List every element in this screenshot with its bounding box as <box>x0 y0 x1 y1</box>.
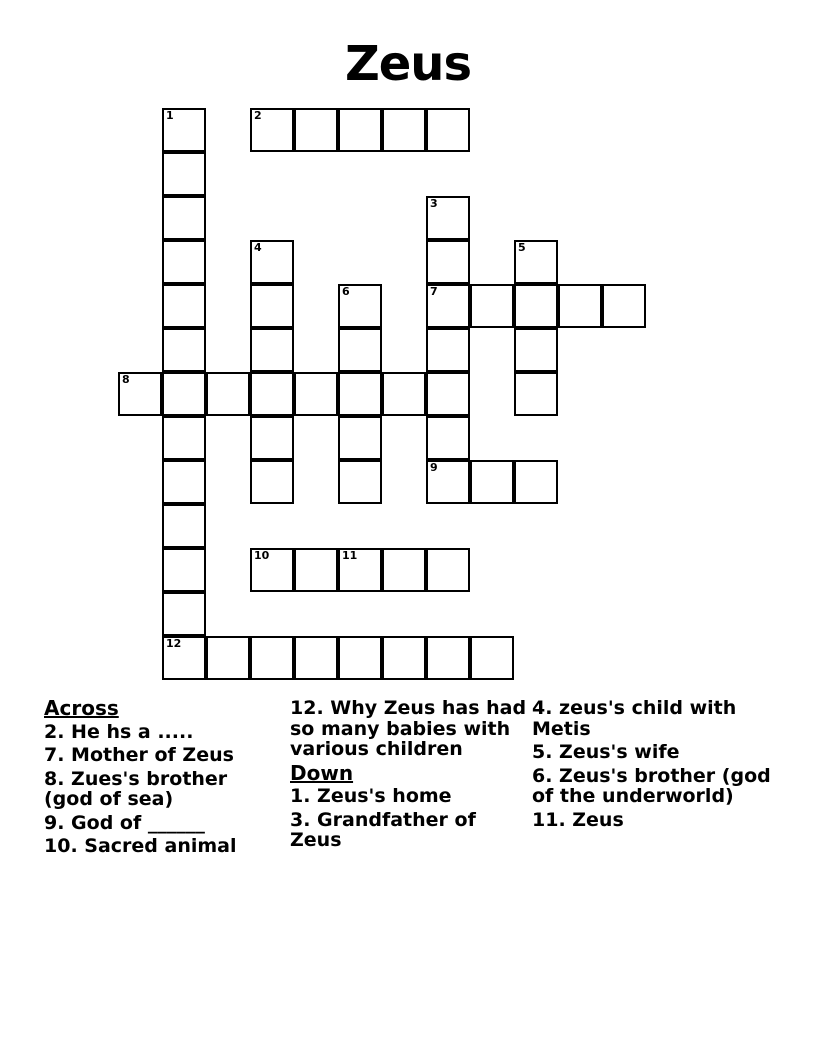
cell-number: 6 <box>342 285 350 298</box>
crossword-cell[interactable] <box>206 636 250 680</box>
crossword-cell[interactable] <box>338 548 382 592</box>
page-title: Zeus <box>344 36 472 92</box>
crossword-cell[interactable] <box>250 636 294 680</box>
cell-number: 11 <box>342 549 358 562</box>
crossword-cell[interactable] <box>250 108 294 152</box>
cell-number: 10 <box>254 549 270 562</box>
cell-number: 4 <box>254 241 262 254</box>
crossword-cell[interactable] <box>514 240 558 284</box>
crossword-cell[interactable] <box>162 460 206 504</box>
crossword-cell[interactable] <box>206 372 250 416</box>
crossword-cell[interactable] <box>338 460 382 504</box>
crossword-cell[interactable] <box>294 372 338 416</box>
cell-number: 12 <box>166 637 182 650</box>
clue-across-10: 10. Sacred animal <box>44 835 237 858</box>
crossword-cell[interactable] <box>426 460 470 504</box>
clue-down-3: 3. Grandfather of Zeus <box>290 808 476 852</box>
cell-number: 7 <box>430 285 438 298</box>
cell-number: 3 <box>430 197 438 210</box>
crossword-cell[interactable] <box>338 416 382 460</box>
crossword-cell[interactable] <box>162 152 206 196</box>
crossword-cell[interactable] <box>162 284 206 328</box>
across-heading: Across <box>44 696 119 720</box>
crossword-cell[interactable] <box>162 548 206 592</box>
crossword-cell[interactable] <box>382 372 426 416</box>
crossword-cell[interactable] <box>382 548 426 592</box>
crossword-cell[interactable] <box>162 108 206 152</box>
clue-across-2: 2. He hs a ..... <box>44 720 194 743</box>
crossword-cell[interactable] <box>470 636 514 680</box>
clue-down-1: 1. Zeus's home <box>290 785 452 808</box>
crossword-cell[interactable] <box>162 196 206 240</box>
crossword-cell[interactable] <box>162 636 206 680</box>
crossword-cell[interactable] <box>426 328 470 372</box>
crossword-cell[interactable] <box>250 548 294 592</box>
clue-across-12: 12. Why Zeus has had so many babies with various children <box>290 697 527 761</box>
crossword-cell[interactable] <box>250 328 294 372</box>
cell-number: 9 <box>430 461 438 474</box>
crossword-cell[interactable] <box>338 636 382 680</box>
crossword-cell[interactable] <box>162 372 206 416</box>
crossword-cell[interactable] <box>162 240 206 284</box>
crossword-cell[interactable] <box>250 284 294 328</box>
crossword-cell[interactable] <box>338 284 382 328</box>
crossword-grid <box>0 108 816 693</box>
clue-across-7: 7. Mother of Zeus <box>44 744 234 767</box>
crossword-cell[interactable] <box>338 372 382 416</box>
crossword-cell[interactable] <box>382 636 426 680</box>
crossword-cell[interactable] <box>514 284 558 328</box>
crossword-cell[interactable] <box>426 636 470 680</box>
cell-number: 1 <box>166 109 174 122</box>
crossword-cell[interactable] <box>426 284 470 328</box>
clues-section <box>44 698 784 958</box>
crossword-cell[interactable] <box>118 372 162 416</box>
cell-number: 2 <box>254 109 262 122</box>
clues-column-3 <box>532 698 782 833</box>
down-heading: Down <box>290 760 354 785</box>
crossword-cell[interactable] <box>602 284 646 328</box>
crossword-cell[interactable] <box>426 196 470 240</box>
clue-across-9: 9. God of ______ <box>44 811 205 834</box>
clue-down-11: 11. Zeus <box>532 808 624 831</box>
crossword-cell[interactable] <box>294 108 338 152</box>
crossword-cell[interactable] <box>382 108 426 152</box>
crossword-cell[interactable] <box>426 372 470 416</box>
clues-column-1 <box>44 698 282 860</box>
crossword-cell[interactable] <box>162 504 206 548</box>
crossword-cell[interactable] <box>514 460 558 504</box>
crossword-cell[interactable] <box>294 636 338 680</box>
clue-down-4: 4. zeus's child with Metis <box>532 697 737 740</box>
crossword-cell[interactable] <box>514 328 558 372</box>
crossword-cell[interactable] <box>426 240 470 284</box>
crossword-cell[interactable] <box>250 416 294 460</box>
crossword-cell[interactable] <box>514 372 558 416</box>
crossword-cell[interactable] <box>250 372 294 416</box>
crossword-cell[interactable] <box>250 240 294 284</box>
crossword-cell[interactable] <box>470 460 514 504</box>
crossword-cell[interactable] <box>426 108 470 152</box>
clue-across-8: 8. Zues's brother (god of sea) <box>44 767 228 811</box>
crossword-cell[interactable] <box>558 284 602 328</box>
crossword-cell[interactable] <box>294 548 338 592</box>
clue-down-6: 6. Zeus's brother (god of the underworld) <box>532 764 771 808</box>
crossword-cell[interactable] <box>426 548 470 592</box>
cell-number: 5 <box>518 241 526 254</box>
crossword-cell[interactable] <box>250 460 294 504</box>
crossword-cell[interactable] <box>426 416 470 460</box>
crossword-cell[interactable] <box>470 284 514 328</box>
clues-column-2 <box>290 698 530 854</box>
crossword-cell[interactable] <box>162 416 206 460</box>
crossword-cell[interactable] <box>162 328 206 372</box>
crossword-cell[interactable] <box>162 592 206 636</box>
crossword-cell[interactable] <box>338 328 382 372</box>
cell-number: 8 <box>122 373 130 386</box>
crossword-cell[interactable] <box>338 108 382 152</box>
clue-down-5: 5. Zeus's wife <box>532 741 680 764</box>
